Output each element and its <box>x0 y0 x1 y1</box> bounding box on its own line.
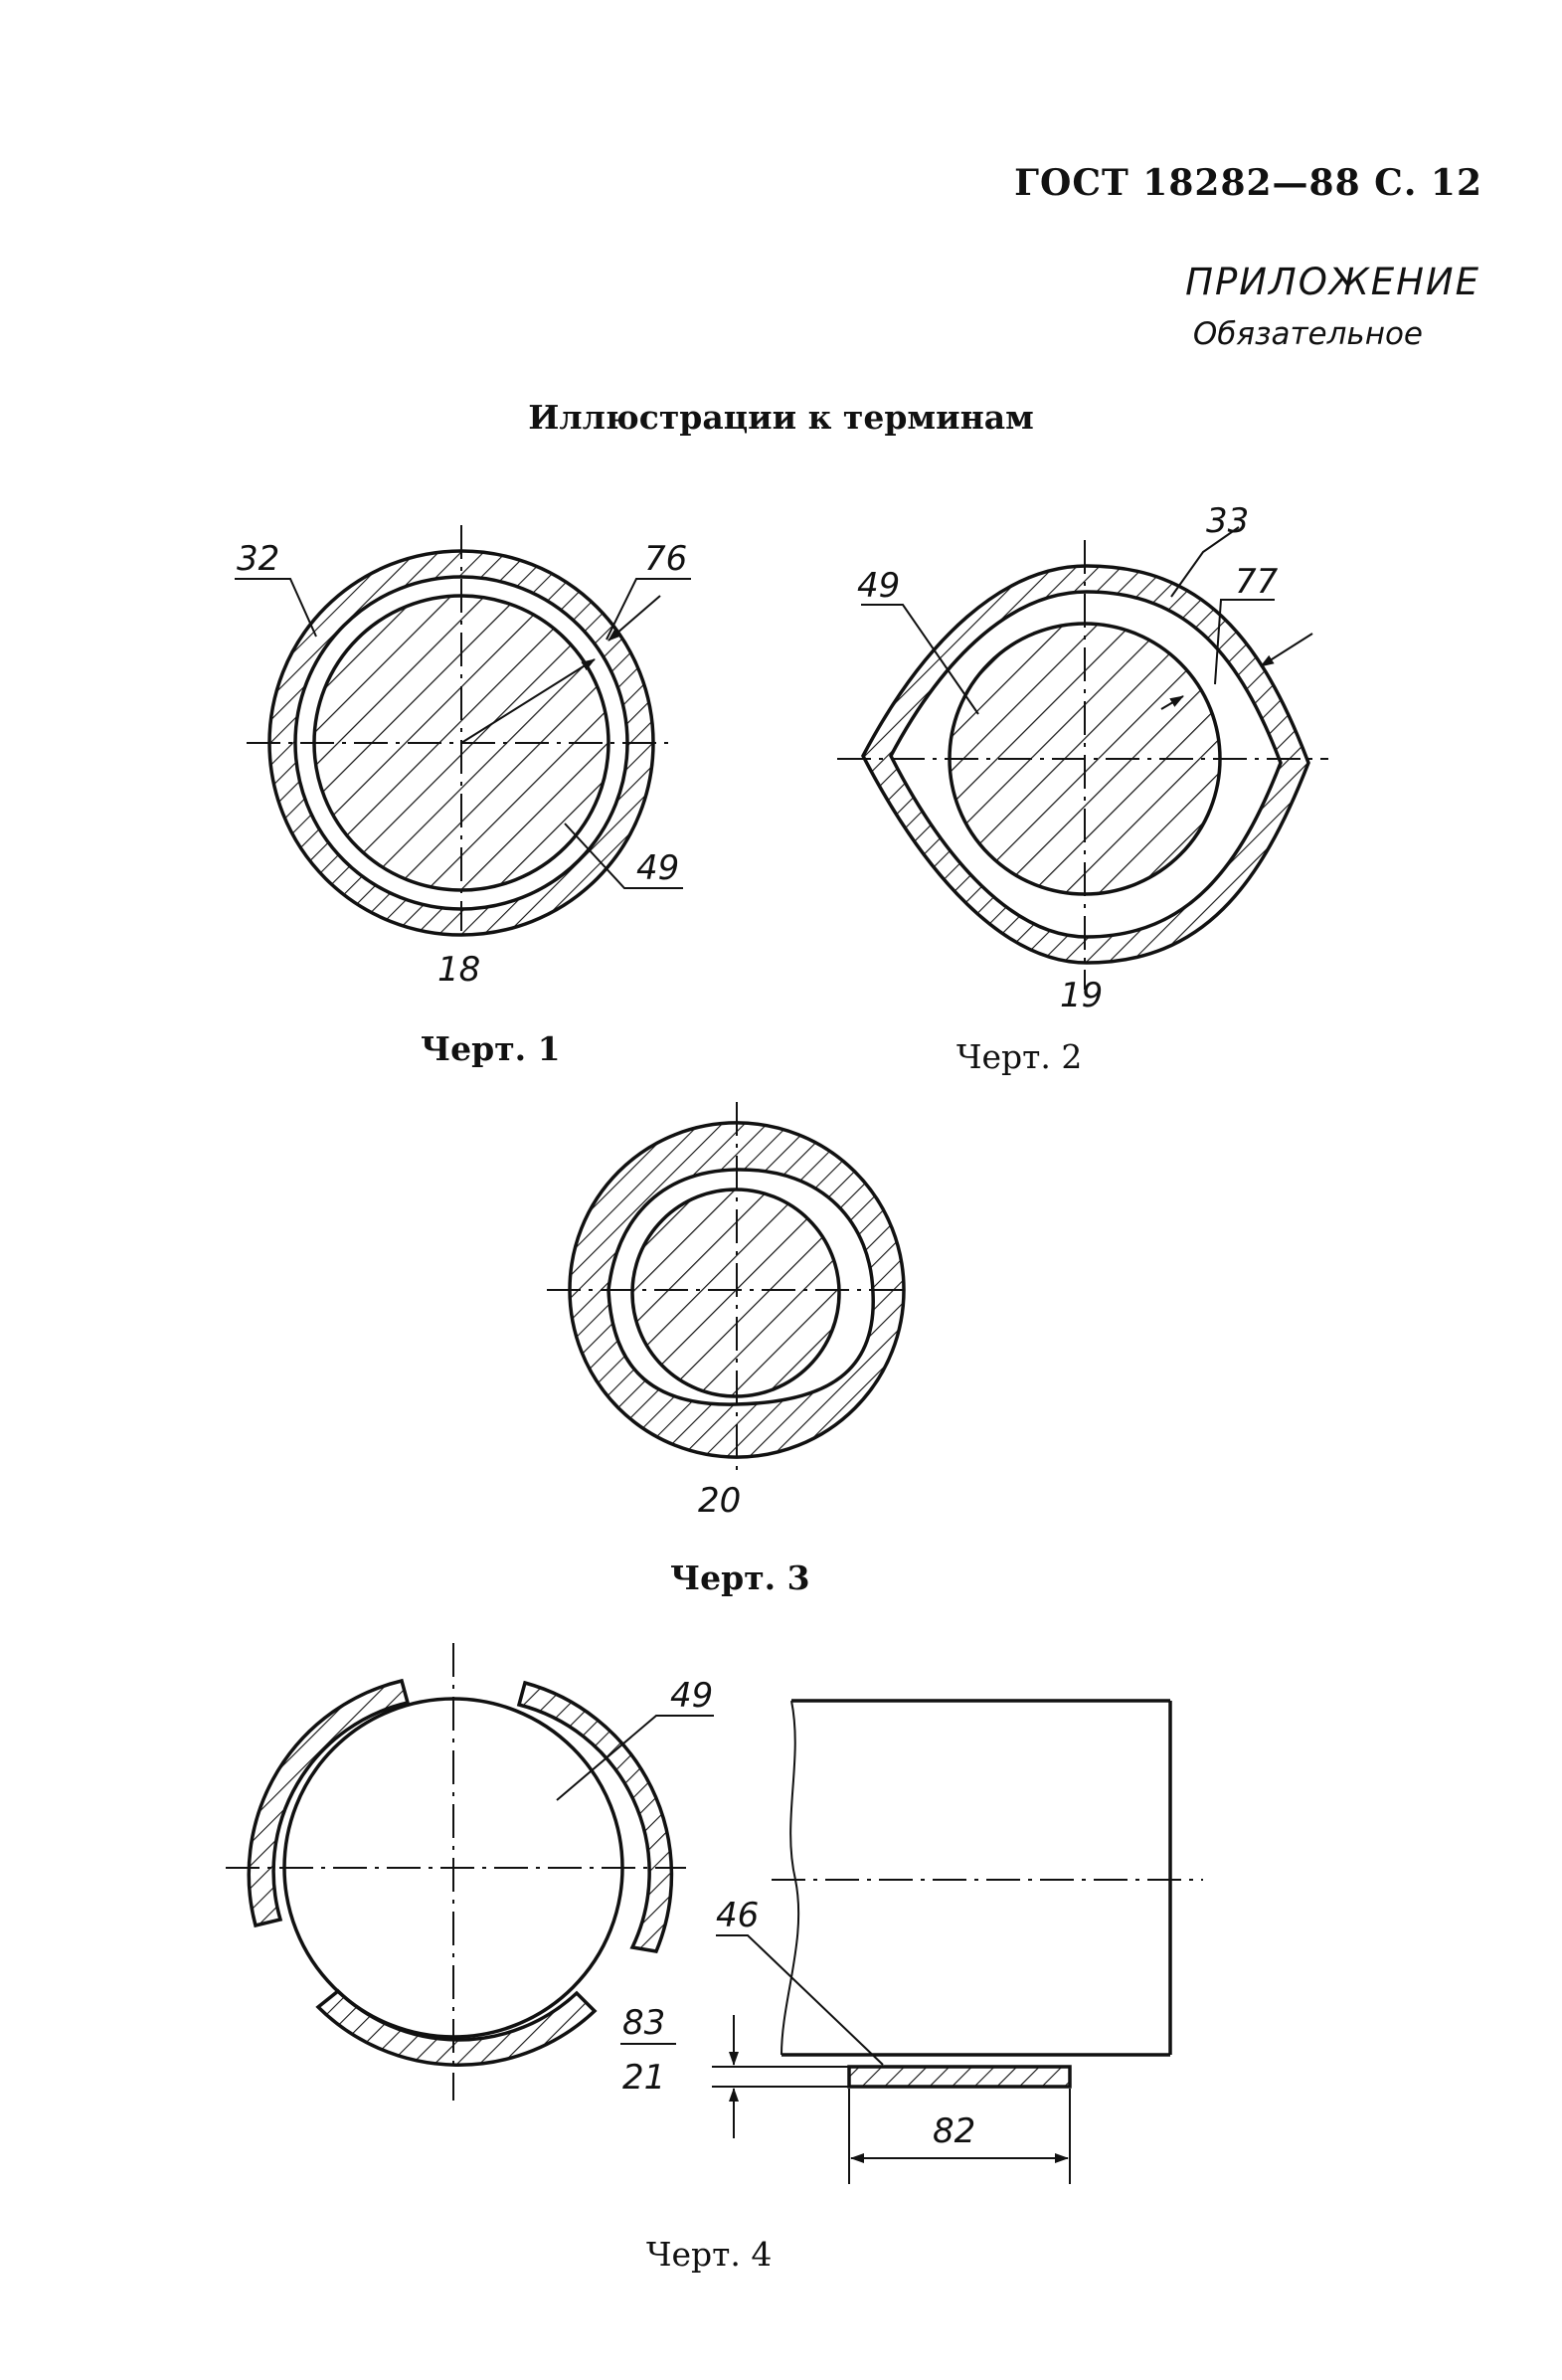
fig4-side-break <box>781 1701 798 2055</box>
figure-1 <box>235 525 691 1068</box>
figure-2 <box>837 501 1328 1076</box>
fig2-label-49: 49 <box>857 566 901 606</box>
fig1-label-32: 32 <box>237 539 280 579</box>
fig4-pad-left <box>249 1681 408 1925</box>
standard-number: ГОСТ 18282—88 С. 12 <box>1014 162 1482 204</box>
fig4-label-46: 46 <box>716 1896 760 1935</box>
fig3-label-20: 20 <box>698 1481 742 1521</box>
fig4-leader-46 <box>716 1935 883 2065</box>
fig4-strip <box>849 2067 1070 2087</box>
fig1-leader-32 <box>235 579 316 637</box>
fig4-caption: Черт. 4 <box>646 2235 773 2274</box>
appendix-status: Обязательное <box>1192 316 1423 352</box>
fig3-caption: Черт. 3 <box>670 1558 810 1597</box>
fig4-label-83: 83 <box>622 2003 666 2043</box>
fig4-label-21: 21 <box>622 2058 666 2098</box>
fig2-label-33: 33 <box>1206 501 1250 541</box>
page-title: Иллюстрации к терминам <box>528 398 1034 437</box>
figure-4 <box>226 1643 1203 2274</box>
fig1-label-18: 18 <box>437 950 481 990</box>
fig2-label-19: 19 <box>1060 976 1104 1015</box>
fig1-caption: Черт. 1 <box>421 1029 561 1068</box>
fig1-label-49: 49 <box>636 848 680 888</box>
figure-3 <box>547 1102 911 1597</box>
appendix-heading: ПРИЛОЖЕНИЕ <box>1185 261 1480 303</box>
fig2-caption: Черт. 2 <box>956 1037 1083 1076</box>
fig1-label-76: 76 <box>644 539 688 579</box>
fig2-outer-arrow <box>1261 634 1312 666</box>
fig4-label-82: 82 <box>933 2111 976 2151</box>
fig2-label-77: 77 <box>1235 562 1279 602</box>
fig4-label-49: 49 <box>670 1676 714 1716</box>
